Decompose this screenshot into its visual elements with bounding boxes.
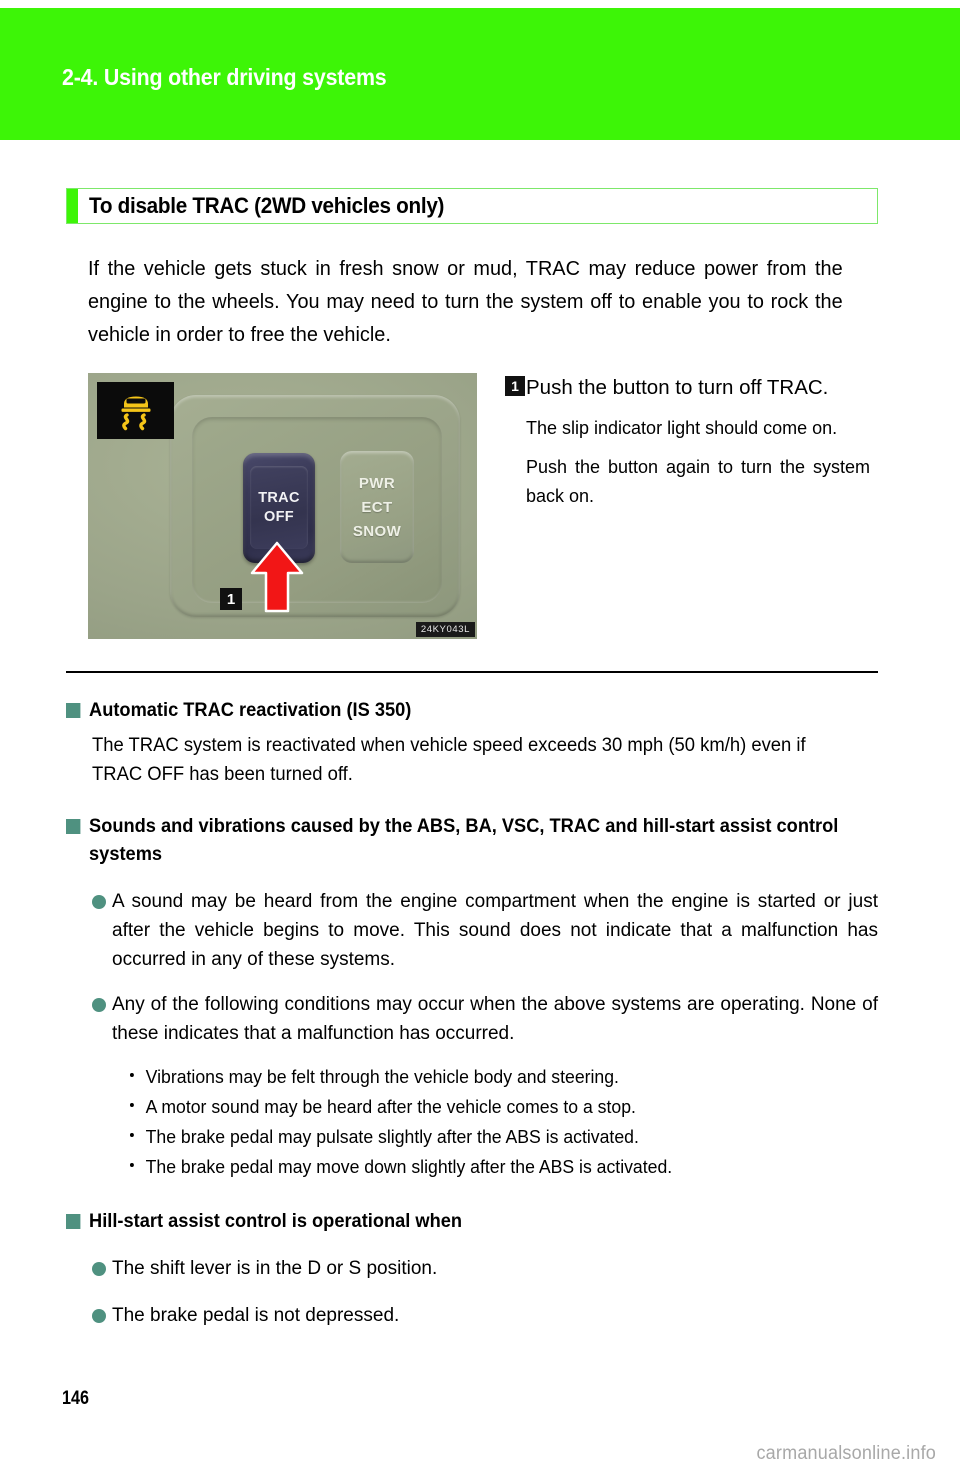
note-sub-bullet-item	[128, 1092, 863, 1122]
intro-paragraph: If the vehicle gets stuck in fresh snow or mud, TRAC may reduce power from the engine to the wheels. You may need to turn the system off to enable you to rock the vehicle in order to free the vehicle.	[88, 257, 843, 346]
note-bullet-text: Any of the following conditions may occur when the above systems are operating. None of these indicates that a malfunction has occurred.	[112, 994, 878, 1044]
slip-indicator-icon	[97, 382, 174, 439]
photo-reference-code: 24KY043L	[416, 622, 475, 637]
heading-accent-bar	[67, 189, 78, 223]
note-heading-text: Hill-start assist control is operational when	[89, 1211, 463, 1232]
note-sub-bullet-item	[128, 1122, 863, 1152]
step-detail-2: Push the button again to turn the system back on.	[526, 457, 870, 506]
note-bullet-text: The shift lever is in the D or S position.	[112, 1258, 438, 1279]
note-sub-bullet-text: A motor sound may be heard after the vehicle comes to a stop.	[145, 1097, 636, 1117]
square-bullet-icon	[66, 819, 80, 834]
step-detail-1: The slip indicator light should come on.	[526, 418, 838, 438]
square-bullet-icon	[66, 703, 80, 718]
drive-mode-plate	[340, 451, 414, 563]
note-heading-hill-start-assist	[66, 1208, 846, 1236]
note-body-automatic-trac-reactivation: The TRAC system is reactivated when vehicle speed exceeds 30 mph (50 km/h) even if TRAC OFF has been turned off.	[92, 735, 806, 785]
note-bullet-item	[92, 887, 878, 974]
note-heading-automatic-trac-reactivation	[66, 697, 846, 725]
note-heading-text: Sounds and vibrations caused by the ABS, BA, VSC, TRAC and hill-start assist control systems	[89, 816, 839, 865]
site-watermark: carmanualsonline.info	[756, 1443, 936, 1464]
mode-label-snow: SNOW	[352, 522, 402, 540]
note-bullet-text: A sound may be heard from the engine compartment when the engine is started or just after the vehicle begins to move. This sound does not indicate that a malfunction has occurred in any of these systems.	[112, 891, 878, 970]
dashboard-panel-illustration	[88, 373, 477, 639]
chapter-banner	[0, 8, 960, 140]
trac-off-button-face	[250, 466, 308, 549]
page-number: 146	[62, 1388, 89, 1409]
trac-off-label-line2: OFF	[264, 508, 294, 525]
note-sub-bullet-text: The brake pedal may pulsate slightly after the ABS is activated.	[145, 1127, 639, 1147]
chapter-title: 2-4. Using other driving systems	[62, 64, 387, 90]
section-divider	[66, 671, 878, 673]
photo-callout-number: 1	[220, 588, 242, 610]
note-sub-bullet-item	[128, 1152, 863, 1182]
round-bullet-icon	[92, 895, 106, 909]
note-sub-bullet-item	[128, 1062, 863, 1092]
step-instruction-block	[505, 371, 870, 511]
note-bullet-item	[92, 990, 878, 1048]
red-arrow-icon	[248, 541, 306, 613]
round-bullet-icon	[92, 1309, 106, 1323]
mode-label-pwr: PWR	[358, 474, 396, 492]
note-heading-sounds-and-vibrations	[66, 813, 846, 869]
note-bullet-text: The brake pedal is not depressed.	[112, 1305, 400, 1326]
dot-bullet-icon	[130, 1103, 134, 1107]
note-heading-text: Automatic TRAC reactivation (IS 350)	[89, 700, 412, 721]
note-bullet-item	[92, 1254, 878, 1283]
dot-bullet-icon	[130, 1133, 134, 1137]
dot-bullet-icon	[130, 1163, 134, 1167]
square-bullet-icon	[66, 1214, 80, 1229]
note-bullet-item	[92, 1301, 878, 1330]
dot-bullet-icon	[130, 1073, 134, 1077]
round-bullet-icon	[92, 998, 106, 1012]
step-heading	[505, 371, 870, 404]
trac-off-label-line1: TRAC	[258, 489, 300, 506]
round-bullet-icon	[92, 1262, 106, 1276]
section-heading	[66, 188, 878, 224]
step-number-marker: 1	[505, 376, 525, 396]
section-title: To disable TRAC (2WD vehicles only)	[89, 193, 445, 218]
note-sub-bullet-text: Vibrations may be felt through the vehicle body and steering.	[145, 1067, 619, 1087]
mode-label-ect: ECT	[361, 498, 393, 516]
note-sub-bullet-text: The brake pedal may move down slightly after the ABS is activated.	[145, 1157, 673, 1177]
notes-region	[66, 697, 878, 1330]
step-instruction-text: Push the button to turn off TRAC.	[526, 376, 829, 399]
